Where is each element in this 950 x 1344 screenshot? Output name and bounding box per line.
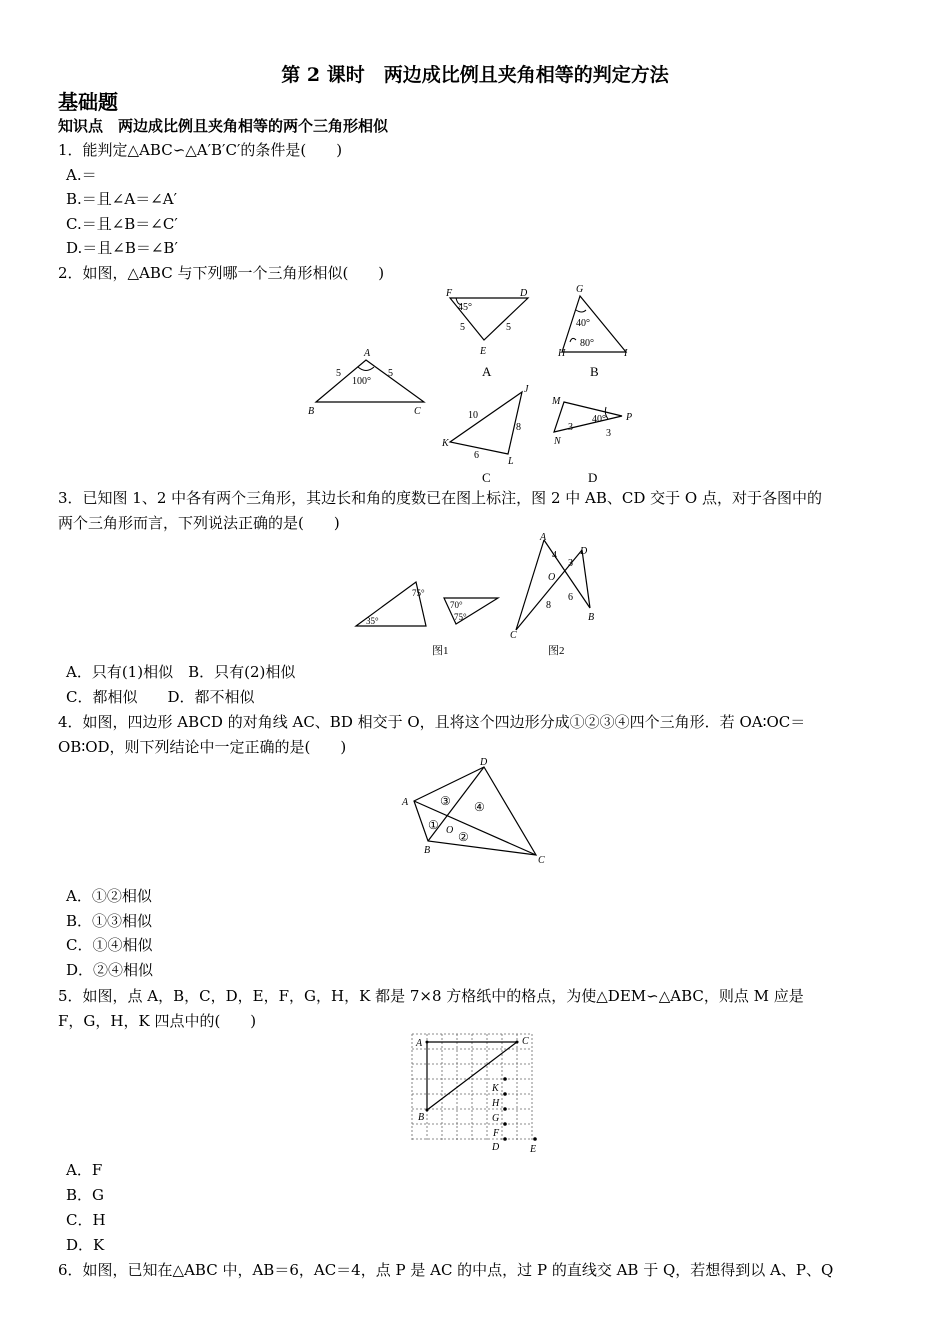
q4-option-a: A．①②相似 <box>66 887 152 905</box>
q3-figure <box>350 530 610 660</box>
q4-option-d: D．②④相似 <box>66 961 154 979</box>
q3-t1-angle2: 35° <box>366 616 379 626</box>
q3-t2-angle1: 70° <box>450 600 463 610</box>
q2-label-c: C <box>414 406 421 417</box>
q4-label-b: B <box>424 845 431 856</box>
q5-label-e: E <box>530 1144 537 1155</box>
q2-option-b-caption: B <box>590 364 599 379</box>
q2-option-a-caption: A <box>482 364 492 379</box>
q4-region-2: ② <box>458 830 469 844</box>
q4-region-1: ① <box>428 818 439 832</box>
q2-opt-b-triangle <box>562 296 626 352</box>
q5-label-g: G <box>492 1113 500 1124</box>
q2-a-label-f: F <box>446 288 453 299</box>
q4-figure <box>398 755 558 870</box>
q3-fig2-caption: 图2 <box>548 645 565 657</box>
q5-label-a: A <box>416 1038 423 1049</box>
q2-figure <box>300 282 650 487</box>
q5-label-k: K <box>492 1083 499 1094</box>
q3-t1-angle1: 75° <box>412 588 425 598</box>
q5-option-a: A．F <box>66 1161 103 1179</box>
q5-option-c: C．H <box>66 1211 106 1229</box>
q2-b-label-i: I <box>624 348 628 359</box>
q2-b-label-g: G <box>576 284 584 295</box>
q2-c-side2: 8 <box>516 422 521 433</box>
q2-side-ac: 5 <box>388 368 393 379</box>
knowledge-point: 知识点 两边成比例且夹角相等的两个三角形相似 <box>58 117 389 135</box>
q2-c-side3: 6 <box>474 450 479 461</box>
q2-d-label-m: M <box>552 396 561 407</box>
q4-option-b: B．①③相似 <box>66 912 153 930</box>
q4-label-o: O <box>446 825 454 836</box>
q3-side-4: 4 <box>552 550 557 561</box>
q2-b-angle1: 40° <box>576 318 590 329</box>
q3-side-8: 8 <box>546 600 551 611</box>
q5-option-d: D．K <box>66 1236 105 1254</box>
q4-label-d: D <box>480 757 488 768</box>
q4-stem-line1: 4．如图，四边形 ABCD 的对角线 AC、BD 相交于 O，且将这个四边形分成①②③④四个三角形．若 OA∶OC＝ <box>58 713 806 731</box>
q3-side-6: 6 <box>568 592 573 603</box>
q2-opt-d-triangle <box>554 402 622 432</box>
q3-fig1-caption: 图1 <box>432 645 449 657</box>
q4-label-a: A <box>402 797 409 808</box>
q2-c-label-l: L <box>508 456 514 467</box>
q1-option-c: C.＝且∠B＝∠C′ <box>66 215 178 233</box>
q4-stem-line2: OB∶OD，则下列结论中一定正确的是( ) <box>58 738 347 756</box>
q3-side-3: 3 <box>568 558 573 569</box>
q3-label-o: O <box>548 572 556 583</box>
q5-stem-line2: F，G，H，K 四点中的( ) <box>58 1012 257 1030</box>
q2-option-c-caption: C <box>482 470 491 485</box>
q2-d-label-p: P <box>626 412 633 423</box>
q2-b-label-h: H <box>558 348 566 359</box>
q1-option-d: D.＝且∠B＝∠B′ <box>66 239 178 257</box>
q2-d-side1: 3 <box>568 422 573 433</box>
q2-angle-a: 100° <box>352 376 371 387</box>
q5-stem-line1: 5．如图，点 A，B，C，D，E，F，G，H，K 都是 7×8 方格纸中的格点，为使△DEM∽△ABC，则点 M 应是 <box>58 987 804 1005</box>
q5-label-c: C <box>522 1036 529 1047</box>
page-title: 第 2 课时 两边成比例且夹角相等的判定方法 <box>281 64 669 86</box>
q4-region-3: ③ <box>440 794 451 808</box>
q2-d-label-n: N <box>554 436 561 447</box>
q6-stem: 6．如图，已知在△ABC 中，AB＝6，AC＝4，点 P 是 AC 的中点，过 P 的直线交 AB 于 Q，若想得到以 A、P、Q <box>58 1261 834 1279</box>
q2-a-label-e: E <box>480 346 487 357</box>
section-heading: 基础题 <box>58 90 118 114</box>
q5-label-h: H <box>492 1098 500 1109</box>
q1-option-b: B.＝且∠A＝∠A′ <box>66 190 177 208</box>
q3-label-b: B <box>588 612 595 623</box>
q2-option-d-caption: D <box>588 470 598 485</box>
q2-a-angle: 45° <box>458 302 472 313</box>
q2-a-side2: 5 <box>506 322 511 333</box>
q2-label-a: A <box>364 348 371 359</box>
q5-grid <box>412 1034 532 1142</box>
q3-label-d: D <box>580 546 588 557</box>
q3-stem-line1: 3．已知图 1、2 中各有两个三角形，其边长和角的度数已在图上标注，图 2 中 AB、CD 交于 O 点，对于各图中的 <box>58 489 822 507</box>
q5-label-f: F <box>493 1128 500 1139</box>
q1-option-a: A.＝ <box>66 166 97 184</box>
q5-figure <box>404 1028 549 1158</box>
q4-option-c: C．①④相似 <box>66 936 153 954</box>
q3-options-line2: C．都相似 D．都不相似 <box>66 688 255 706</box>
q5-option-b: B．G <box>66 1186 105 1204</box>
q2-side-ab: 5 <box>336 368 341 379</box>
q4-label-c: C <box>538 855 545 866</box>
q2-a-side1: 5 <box>460 322 465 333</box>
q2-d-angle: 40° <box>592 414 606 425</box>
q3-stem-line2: 两个三角形而言，下列说法正确的是( ) <box>58 514 340 532</box>
q2-label-b: B <box>308 406 315 417</box>
q2-d-side2: 3 <box>606 428 611 439</box>
q4-region-4: ④ <box>474 800 485 814</box>
q3-options-line1: A．只有(1)相似 B．只有(2)相似 <box>66 663 296 681</box>
q2-b-angle2: 80° <box>580 338 594 349</box>
q2-c-side1: 10 <box>468 410 478 421</box>
q5-label-d: D <box>492 1142 500 1153</box>
q2-c-label-j: J <box>524 384 529 395</box>
q3-label-a: A <box>540 532 547 543</box>
q5-label-b: B <box>418 1112 425 1123</box>
q2-stem: 2．如图，△ABC 与下列哪一个三角形相似( ) <box>58 264 385 282</box>
q2-c-label-k: K <box>442 438 449 449</box>
q2-opt-c-triangle <box>450 392 522 454</box>
q1-stem: 1．能判定△ABC∽△A′B′C′的条件是( ) <box>58 141 343 159</box>
q2-a-label-d: D <box>520 288 528 299</box>
q3-t2-angle2: 75° <box>454 612 467 622</box>
q3-label-c: C <box>510 630 517 641</box>
